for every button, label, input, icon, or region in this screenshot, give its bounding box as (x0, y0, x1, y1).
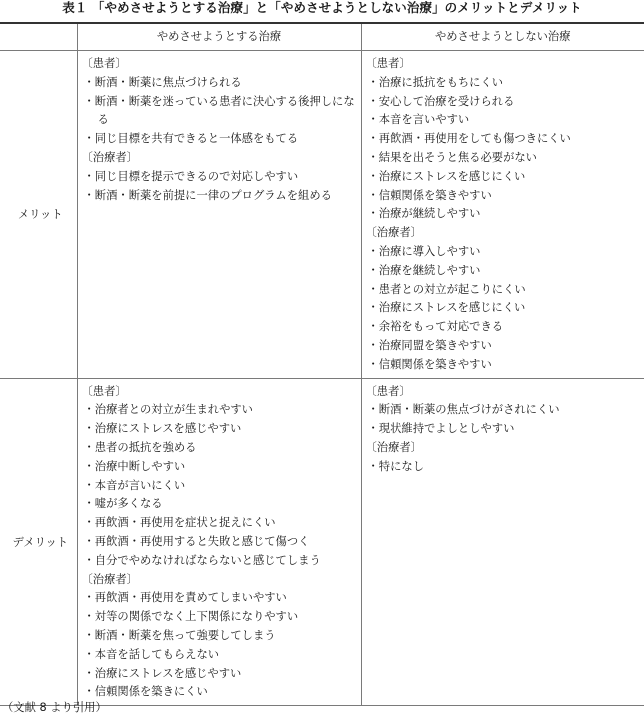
list-item: ・再飲酒・再使用を症状と捉えにくい (83, 516, 276, 530)
list-item: ・治療同盟を築きやすい (367, 338, 492, 352)
list-item: ・自分でやめなければならないと感じてしまう (83, 553, 321, 567)
row-demerit (0, 378, 644, 706)
list-item: ・結果を出そうと焦る必要がない (367, 150, 537, 164)
list-item: ・治療が継続しやすい (367, 207, 481, 221)
list-item: ・本音を言いやすい (367, 113, 470, 127)
list-item: ・余裕をもって対応できる (367, 320, 504, 334)
list-item: ・治療を継続しやすい (367, 263, 481, 277)
group-heading: 〔治療者〕 (365, 226, 422, 240)
group-heading: 〔治療者〕 (365, 440, 422, 454)
demerit-non-stop-cell (361, 378, 644, 706)
row-merit (0, 51, 644, 379)
header-stop-treatment: やめさせようとする治療 (77, 23, 361, 51)
header-empty (0, 23, 77, 51)
list-item: ・治療に抵抗をもちにくい (367, 75, 504, 89)
merits-demerits-table (0, 22, 644, 706)
source-footnote: （文献 8 より引用） (2, 701, 107, 714)
list-item: ・治療にストレスを感じやすい (83, 422, 242, 436)
list-item: ・断酒・断薬を前提に一律のプログラムを組める (83, 188, 332, 202)
list-item: ・信頼関係を築きやすい (367, 357, 492, 371)
list-item: ・治療中断しやすい (83, 459, 186, 473)
table-title: 表１ 「やめさせようとする治療」と「やめさせようとしない治療」のメリットとデメリット (62, 0, 582, 15)
list-item: ・現状維持でよしとしやすい (367, 422, 515, 436)
list-item: ・本音を話してもらえない (83, 647, 220, 661)
list-item: ・治療に導入しやすい (367, 244, 481, 258)
list-item: ・再飲酒・再使用を責めてしまいやすい (83, 591, 287, 605)
list-item: ・断酒・断薬を迷っている患者に決心する後押しになる (83, 94, 355, 127)
list-item: ・対等の関係でなく上下関係になりやすい (83, 610, 299, 624)
header-row (0, 23, 644, 51)
group-heading: 〔治療者〕 (81, 150, 138, 164)
list-item: ・断酒・断薬を焦って強要してしまう (83, 628, 276, 642)
list-item: ・再飲酒・再使用をしても傷つきにくい (367, 132, 571, 146)
list-item: ・嘘が多くなる (83, 497, 163, 511)
list-item: ・患者の抵抗を強める (83, 440, 197, 454)
list-item: ・同じ目標を共有できると一体感をもてる (83, 132, 299, 146)
group-heading: 〔患者〕 (365, 57, 411, 70)
row-label-merit: メリット (0, 51, 77, 379)
header-non-stop-treatment: やめさせようとしない治療 (361, 23, 644, 51)
list-item: ・断酒・断薬に焦点づけられる (83, 75, 242, 89)
list-item: ・治療にストレスを感じやすい (83, 666, 242, 680)
list-item: ・同じ目標を提示できるので対応しやすい (83, 169, 299, 183)
list-item: ・治療にストレスを感じにくい (367, 169, 526, 183)
list-item: ・治療にストレスを感じにくい (367, 301, 526, 315)
list-item: ・特になし (367, 459, 424, 473)
merit-stop-cell (77, 51, 361, 379)
list-item: ・再飲酒・再使用すると失敗と感じて傷つく (83, 534, 310, 548)
list-item: ・断酒・断薬の焦点づけがされにくい (367, 403, 560, 417)
group-heading: 〔患者〕 (81, 57, 127, 70)
group-heading: 〔患者〕 (81, 384, 127, 398)
list-item: ・信頼関係を築きやすい (367, 188, 492, 202)
list-item: ・安心して治療を受けられる (367, 94, 515, 108)
group-heading: 〔治療者〕 (81, 572, 138, 586)
list-item: ・治療者との対立が生まれやすい (83, 403, 253, 417)
list-item: ・本音が言いにくい (83, 478, 186, 492)
list-item: ・信頼関係を築きにくい (83, 685, 208, 699)
demerit-stop-cell (77, 378, 361, 706)
group-heading: 〔患者〕 (365, 384, 411, 398)
list-item: ・患者との対立が起こりにくい (367, 282, 526, 296)
merit-non-stop-cell (361, 51, 644, 379)
row-label-demerit: デメリット (0, 378, 77, 706)
